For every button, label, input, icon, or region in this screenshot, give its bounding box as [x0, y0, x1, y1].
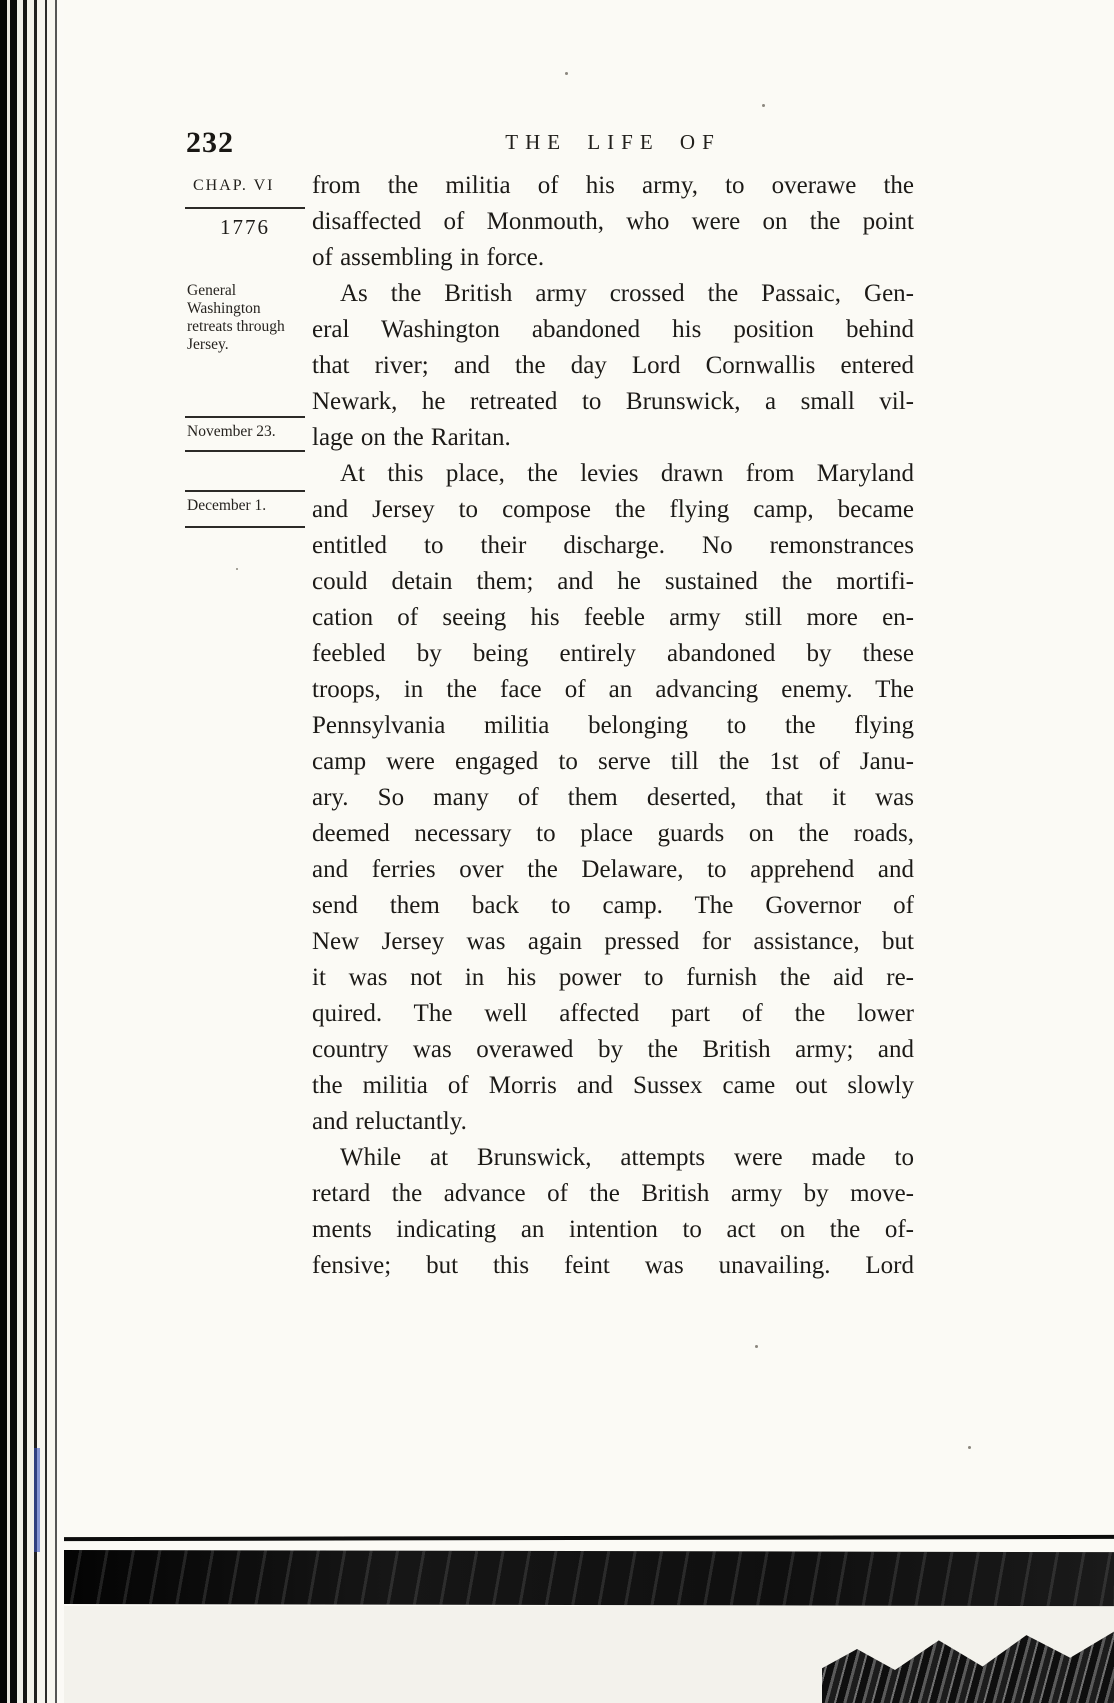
- body-line: At this place, the levies drawn from Maryland: [340, 460, 914, 487]
- date-december-sidenote: December 1.: [187, 497, 267, 514]
- body-line: disaffected of Monmouth, who were on the point: [312, 208, 914, 235]
- scan-speck: [762, 104, 765, 107]
- body-line: quired. The well affected part of the lower: [312, 1000, 914, 1027]
- body-line: Newark, he retreated to Brunswick, a small vil-: [312, 388, 914, 415]
- body-line: lage on the Raritan.: [312, 424, 511, 451]
- body-line: While at Brunswick, attempts were made to: [340, 1144, 914, 1171]
- body-line: camp were engaged to serve till the 1st of Janu-: [312, 748, 914, 775]
- body-line: and reluctantly.: [312, 1108, 467, 1135]
- body-line: troops, in the face of an advancing enemy. The: [312, 676, 914, 703]
- scan-speck: [565, 72, 568, 75]
- body-line: eral Washington abandoned his position behind: [312, 316, 914, 343]
- chapter-label: CHAP. VI: [193, 177, 275, 194]
- body-line: feebled by being entirely abandoned by these: [312, 640, 914, 667]
- running-header: THE LIFE OF: [505, 130, 721, 154]
- body-line: ary. So many of them deserted, that it was: [312, 784, 914, 811]
- body-line: of assembling in force.: [312, 244, 545, 271]
- margin-rule: [185, 490, 305, 492]
- body-line: send them back to camp. The Governor of: [312, 892, 914, 919]
- body-line: New Jersey was again pressed for assistance, but: [312, 928, 914, 955]
- margin-rule: [185, 450, 305, 452]
- body-line: it was not in his power to furnish the aid re-: [312, 964, 914, 991]
- page-number: 232: [186, 126, 234, 159]
- binding-edge: [0, 0, 64, 1703]
- body-line: ments indicating an intention to act on the of-: [312, 1216, 914, 1243]
- body-line: and ferries over the Delaware, to apprehend and: [312, 856, 914, 883]
- binding-blue-streak: [34, 1448, 40, 1552]
- date-november-sidenote: November 23.: [187, 423, 276, 440]
- body-line: fensive; but this feint was unavailing. Lord: [312, 1252, 914, 1279]
- body-line: could detain them; and he sustained the mortifi-: [312, 568, 914, 595]
- body-text: [312, 168, 914, 1284]
- margin-rule: [185, 207, 305, 209]
- margin-rule: [185, 416, 305, 418]
- body-line: retard the advance of the British army by move-: [312, 1180, 914, 1207]
- body-line: country was overawed by the British army; and: [312, 1036, 914, 1063]
- margin-rule: [185, 526, 305, 528]
- body-line: cation of seeing his feeble army still more en-: [312, 604, 914, 631]
- scan-speck: [755, 1345, 758, 1348]
- body-line: from the militia of his army, to overawe the: [312, 172, 914, 199]
- body-line: deemed necessary to place guards on the roads,: [312, 820, 914, 847]
- body-line: Pennsylvania militia belonging to the flying: [312, 712, 914, 739]
- body-line: the militia of Morris and Sussex came out slowly: [312, 1072, 914, 1099]
- body-line: and Jersey to compose the flying camp, became: [312, 496, 914, 523]
- year-label: 1776: [220, 215, 270, 239]
- scan-edge-line: [55, 1535, 1114, 1541]
- retreat-sidenote: General Washington retreats through Jersey.: [187, 282, 285, 353]
- body-line: that river; and the day Lord Cornwallis entered: [312, 352, 914, 379]
- body-line: As the British army crossed the Passaic, Gen-: [340, 280, 914, 307]
- scan-dark-band: [0, 1550, 1114, 1606]
- body-line: entitled to their discharge. No remonstrances: [312, 532, 914, 559]
- scan-speck: [236, 568, 238, 570]
- scan-speck: [968, 1446, 971, 1449]
